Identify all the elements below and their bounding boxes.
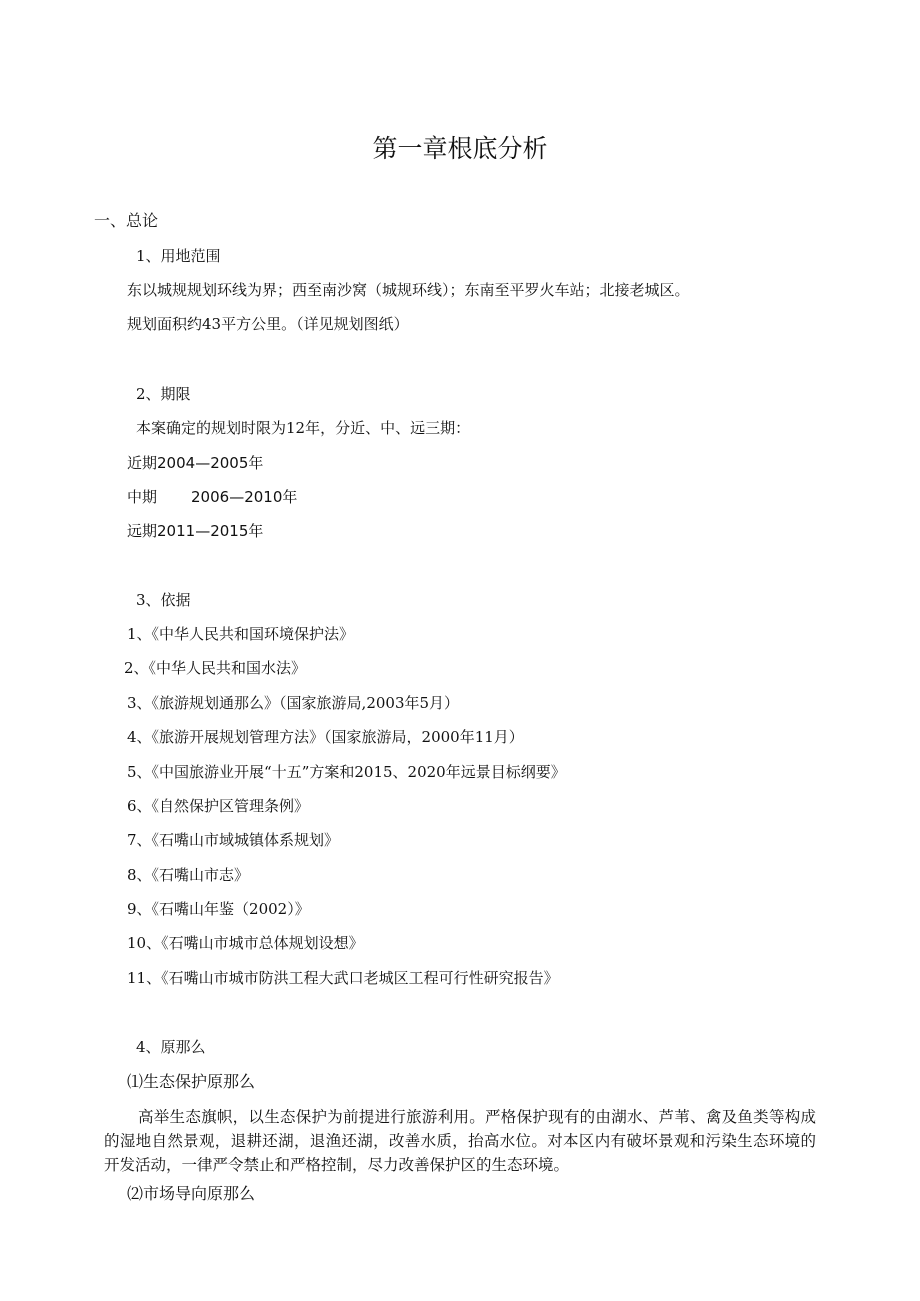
period-far-range: 2011—2015年 <box>157 522 264 540</box>
basis-item: 2、《中华人民共和国水法》 <box>124 659 307 677</box>
subsection-heading-land-scope: 1、用地范围 <box>136 247 221 265</box>
principle-1-heading: ⑴生态保护原那么 <box>127 1072 256 1091</box>
chapter-title: 第一章根底分析 <box>372 134 548 163</box>
basis-item: 5、《中国旅游业开展“十五”方案和2015、2020年远景目标纲要》 <box>127 763 566 781</box>
period-mid <box>127 487 297 507</box>
period-mid-label: 中期 <box>127 488 158 506</box>
period-intro: 本案确定的规划时限为12年，分近、中、远三期： <box>136 419 471 437</box>
basis-item: 9、《石嘴山年鉴（2002）》 <box>127 900 310 918</box>
principle-1-paragraph: 高举生态旗帜，以生态保护为前提进行旅游利用。严格保护现有的由湖水、芦苇、禽及鱼类等构成的湿地自然景观，退耕还湖，退渔还湖，改善水质，抬高水位。对本区内有破坏景观和污染生态环境的开发活动，一律严令禁止和严格控制，尽力改善保护区的生态环境。 <box>104 1108 816 1174</box>
period-near-label: 近期 <box>127 454 158 472</box>
section-heading-general: 一、总论 <box>94 211 159 230</box>
basis-item: 1、《中华人民共和国环境保护法》 <box>127 625 355 643</box>
basis-item: 4、《旅游开展规划管理方法》（国家旅游局，2000年11月） <box>127 728 524 746</box>
basis-item: 7、《石嘴山市域城镇体系规划》 <box>127 831 340 849</box>
subsection-heading-period: 2、期限 <box>136 385 191 403</box>
period-near <box>127 453 263 473</box>
period-far <box>127 521 263 541</box>
basis-item: 11、《石嘴山市城市防洪工程大武口老城区工程可行性研究报告》 <box>127 969 559 987</box>
land-scope-line-2: 规划面积约43平方公里。（详见规划图纸） <box>127 315 409 333</box>
period-mid-range: 2006—2010年 <box>191 488 298 506</box>
period-far-label: 远期 <box>127 522 158 540</box>
principle-2-heading: ⑵市场导向原那么 <box>127 1184 256 1203</box>
subsection-heading-principles: 4、原那么 <box>136 1038 206 1056</box>
subsection-heading-basis: 3、依据 <box>136 591 191 609</box>
period-near-range: 2004—2005年 <box>157 454 264 472</box>
basis-item: 8、《石嘴山市志》 <box>127 866 250 884</box>
basis-item: 10、《石嘴山市城市总体规划设想》 <box>127 934 364 952</box>
basis-item: 6、《自然保护区管理条例》 <box>127 797 310 815</box>
basis-item: 3、《旅游规划通那么》（国家旅游局,2003年5月） <box>127 694 460 712</box>
land-scope-line-1: 东以城规规划环线为界；西至南沙窝（城规环线）；东南至平罗火车站；北接老城区。 <box>127 281 690 299</box>
